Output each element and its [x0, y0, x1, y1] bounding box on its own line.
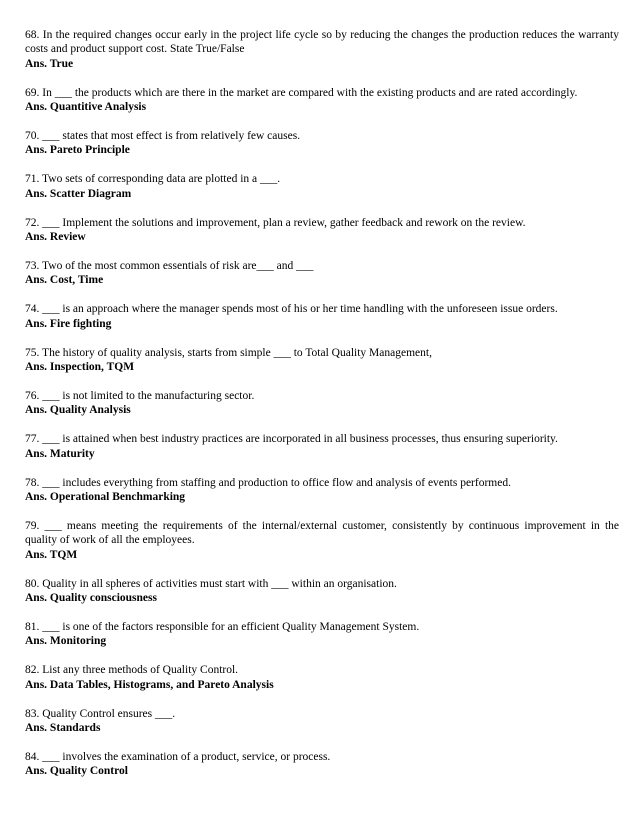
qa-item-70: [25, 129, 619, 158]
question-text: 70. ___ states that most effect is from relatively few causes.: [25, 130, 301, 143]
question-text: 74. ___ is an approach where the manager spends most of his or her time handling with the unforeseen issue orders.: [25, 303, 558, 316]
qa-item-71: [25, 172, 619, 201]
question-text: 79. ___ means meeting the requirements of the internal/external customer, consistently by continuous improvement in the quality of work of all the employees.: [25, 519, 619, 547]
qa-item-80: [25, 577, 619, 606]
question-text: 68. In the required changes occur early in the project life cycle so by reducing the changes the production reduces the warranty costs and product support cost. State True/False: [25, 29, 619, 56]
qa-item-84: [25, 750, 619, 779]
answer-text: Ans. Quality consciousness: [25, 591, 157, 604]
question-text: 83. Quality Control ensures ___.: [25, 707, 176, 720]
question-text: 76. ___ is not limited to the manufacturing sector.: [25, 389, 255, 402]
qa-item-83: [25, 707, 619, 736]
question-text: 72. ___ Implement the solutions and improvement, plan a review, gather feedback and rework on the review.: [25, 216, 526, 229]
answer-text: Ans. Operational Benchmarking: [25, 490, 186, 503]
qa-item-82: [25, 663, 619, 692]
answer-text: Ans. Inspection, TQM: [25, 361, 135, 373]
qa-item-75: [25, 346, 619, 375]
answer-text: Ans. TQM: [25, 548, 78, 561]
question-text: 69. In ___ the products which are there in the market are compared with the existing products and are rated accordingly.: [25, 86, 578, 99]
answer-text: Ans. Monitoring: [25, 635, 107, 648]
qa-item-79: [25, 519, 619, 562]
question-text: 84. ___ involves the examination of a product, service, or process.: [25, 750, 331, 763]
answer-text: Ans. Data Tables, Histograms, and Pareto Analysis: [25, 678, 274, 691]
answer-text: Ans. Standards: [25, 721, 101, 734]
answer-text: Ans. Quality Control: [25, 765, 128, 778]
qa-item-74: [25, 302, 619, 331]
question-text: 82. List any three methods of Quality Control.: [25, 664, 239, 677]
answer-text: Ans. True: [25, 57, 74, 70]
answer-text: Ans. Maturity: [25, 447, 95, 460]
question-text: 81. ___ is one of the factors responsible for an efficient Quality Management System.: [25, 620, 420, 633]
qa-item-77: [25, 432, 619, 461]
qa-item-69: [25, 86, 619, 115]
qa-item-73: [25, 259, 619, 288]
answer-text: Ans. Fire fighting: [25, 317, 112, 330]
question-text: 73. Two of the most common essentials of risk are___ and ___: [25, 259, 314, 272]
question-text: 80. Quality in all spheres of activities must start with ___ within an organisation.: [25, 577, 397, 590]
answer-text: Ans. Review: [25, 231, 86, 244]
qa-item-68: [25, 28, 619, 71]
qa-item-81: [25, 620, 619, 649]
qa-item-72: [25, 216, 619, 245]
qa-item-76: [25, 389, 619, 418]
document-page: [25, 28, 619, 793]
qa-item-78: [25, 476, 619, 505]
answer-text: Ans. Quality Analysis: [25, 404, 131, 417]
question-text: 78. ___ includes everything from staffing and production to office flow and analysis of events performed.: [25, 476, 511, 489]
question-text: 77. ___ is attained when best industry practices are incorporated in all business processes, thus ensuring superiority.: [25, 433, 558, 446]
answer-text: Ans. Quantitive Analysis: [25, 101, 147, 114]
answer-text: Ans. Pareto Principle: [25, 144, 130, 157]
answer-text: Ans. Cost, Time: [25, 274, 104, 287]
answer-text: Ans. Scatter Diagram: [25, 187, 132, 200]
question-text: 75. The history of quality analysis, starts from simple ___ to Total Quality Management,: [25, 346, 432, 359]
question-text: 71. Two sets of corresponding data are plotted in a ___.: [25, 173, 281, 186]
